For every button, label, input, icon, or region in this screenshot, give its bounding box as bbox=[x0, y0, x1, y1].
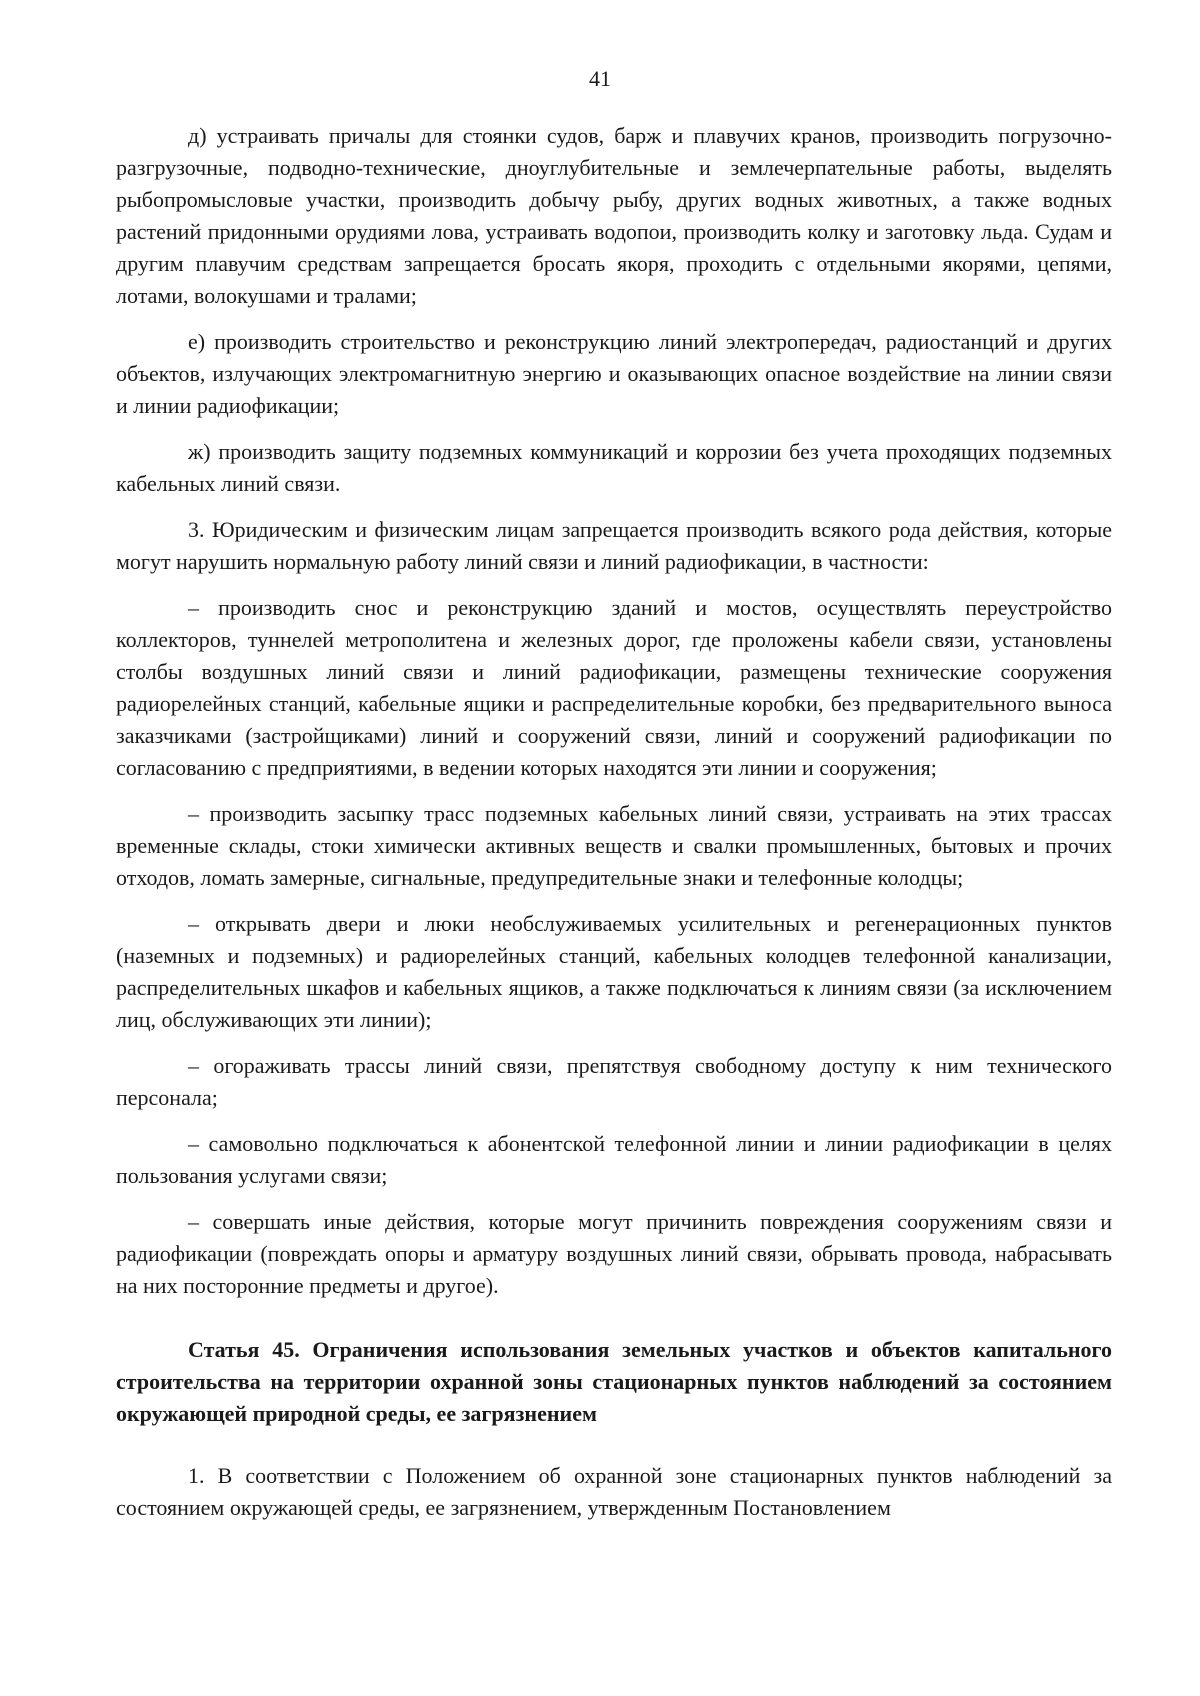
list-item-fencing: – огораживать трассы линий связи, препятствуя свободному доступу к ним технического персонала; bbox=[116, 1053, 1112, 1110]
page-number: 41 bbox=[589, 66, 611, 91]
document-body bbox=[116, 120, 1112, 1538]
article-45-paragraph-1: 1. В соответствии с Положением об охранной зоне стационарных пунктов наблюдений за состоянием окружающей среды, ее загрязнением, утвержденным Постановлением bbox=[116, 1463, 1112, 1520]
paragraph-zh-restrictions: ж) производить защиту подземных коммуникаций и коррозии без учета проходящих подземных кабельных линий связи. bbox=[116, 439, 1112, 496]
list-item-open-doors: – открывать двери и люки необслуживаемых усилительных и регенерационных пунктов (наземных и подземных) и радиорелейных станций, кабельных колодцев телефонной канализации, распределительных шкафов и кабельных ящиков, а также подключаться к линиям связи (за исключением лиц, обслуживающих эти линии); bbox=[116, 911, 1112, 1032]
list-item-demolition: – производить снос и реконструкцию зданий и мостов, осуществлять переустройство коллекторов, туннелей метрополитена и железных дорог, где проложены кабели связи, установлены столбы воздушных линий связи и линий радиофикации, размещены технические сооружения радиорелейных станций, кабельные ящики и распределительные коробки, без предварительного выноса заказчиками (застройщиками) линий и сооружений связи, линий и сооружений радиофикации по согласованию с предприятиями, в ведении которых находятся эти линии и сооружения; bbox=[116, 595, 1112, 780]
paragraph-e-restrictions: е) производить строительство и реконструкцию линий электропередач, радиостанций и других объектов, излучающих электромагнитную энергию и оказывающих опасное воздействие на линии связи и линии радиофикации; bbox=[116, 329, 1112, 418]
paragraph-item-3: 3. Юридическим и физическим лицам запрещается производить всякого рода действия, которые могут нарушить нормальную работу линий связи и линий радиофикации, в частности: bbox=[116, 517, 1112, 574]
list-item-unauthorized-connection: – самовольно подключаться к абонентской телефонной линии и линии радиофикации в целях пользования услугами связи; bbox=[116, 1131, 1112, 1188]
list-item-other-actions: – совершать иные действия, которые могут причинить повреждения сооружениям связи и радиофикации (повреждать опоры и арматуру воздушных линий связи, обрывать провода, набрасывать на них посторонние предметы и другое). bbox=[116, 1209, 1112, 1298]
article-45-heading: Статья 45. Ограничения использования земельных участков и объектов капитального строительства на территории охранной зоны стационарных пунктов наблюдений за состоянием окружающей природной среды, ее загрязнением bbox=[116, 1337, 1112, 1426]
list-item-backfill: – производить засыпку трасс подземных кабельных линий связи, устраивать на этих трассах временные склады, стоки химически активных веществ и свалки промышленных, бытовых и прочих отходов, ломать замерные, сигнальные, предупредительные знаки и телефонные колодцы; bbox=[116, 801, 1112, 890]
paragraph-d-restrictions: д) устраивать причалы для стоянки судов, барж и плавучих кранов, производить погрузочно-разгрузочные, подводно-технические, дноуглубительные и землечерпательные работы, выделять рыбопромысловые участки, производить добычу рыбу, других водных животных, а также водных растений придонными орудиями лова, устраивать водопои, производить колку и заготовку льда. Судам и другим плавучим средствам запрещается бросать якоря, проходить с отдельными якорями, цепями, лотами, волокушами и тралами; bbox=[116, 123, 1112, 308]
